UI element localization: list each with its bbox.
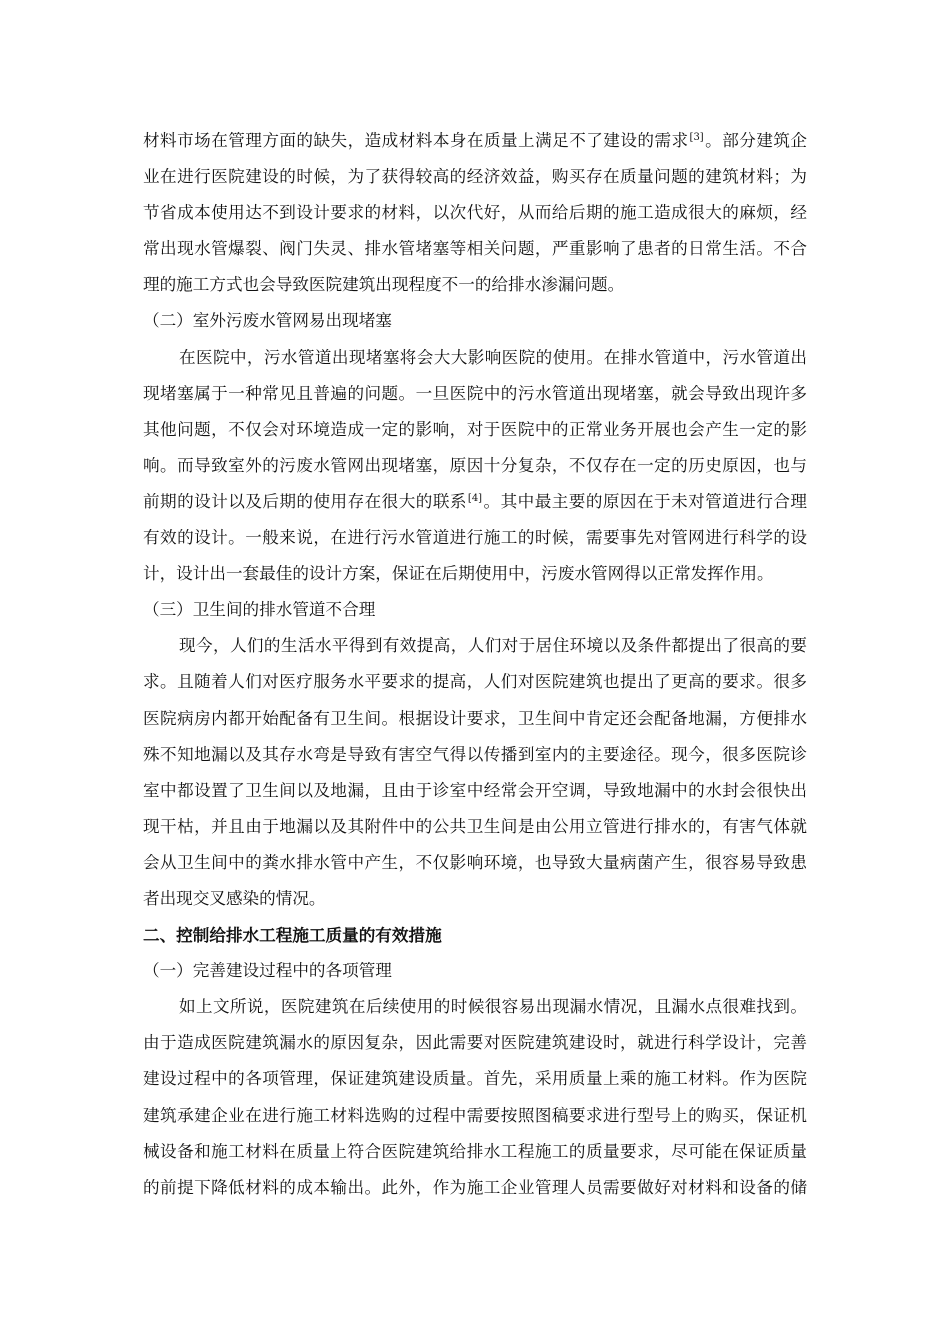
- body-line: 材料市场在管理方面的缺失，造成材料本身在质量上满足不了建设的需求[3]。部分建筑企: [143, 131, 807, 150]
- section-subheading: （一）完善建设过程中的各项管理: [143, 961, 392, 981]
- body-line: 会从卫生间中的粪水排水管中产生，不仅影响环境，也导致大量病菌产生，很容易导致患: [143, 852, 807, 872]
- paragraph-first-line: 现今，人们的生活水平得到有效提高，人们对于居住环境以及条件都提出了很高的要: [179, 636, 807, 656]
- body-line: 医院病房内都开始配备有卫生间。根据设计要求，卫生间中肯定还会配备地漏，方便排水: [143, 708, 807, 728]
- body-line: 的前提下降低材料的成本输出。此外，作为施工企业管理人员需要做好对材料和设备的储: [143, 1177, 807, 1197]
- paragraph-first-line: 如上文所说，医院建筑在后续使用的时候很容易出现漏水情况，且漏水点很难找到。: [179, 997, 807, 1017]
- body-line: 者出现交叉感染的情况。: [143, 888, 326, 908]
- body-line: 其他问题，不仅会对环境造成一定的影响，对于医院中的正常业务开展也会产生一定的影: [143, 419, 807, 439]
- body-line: 建设过程中的各项管理，保证建筑建设质量。首先，采用质量上乘的施工材料。作为医院: [143, 1069, 807, 1089]
- citation-ref: [3]: [689, 132, 704, 143]
- body-line: 常出现水管爆裂、阀门失灵、排水管堵塞等相关问题，严重影响了患者的日常生活。不合: [143, 239, 807, 259]
- citation-ref: [4]: [467, 492, 483, 504]
- body-line: 室中都设置了卫生间以及地漏，且由于诊室中经常会开空调，导致地漏中的水封会很快出: [143, 780, 807, 800]
- body-line: 械设备和施工材料在质量上符合医院建筑给排水工程施工的质量要求，尽可能在保证质量: [143, 1141, 807, 1161]
- body-line: 由于造成医院建筑漏水的原因复杂，因此需要对医院建筑建设时，就进行科学设计，完善: [143, 1033, 807, 1053]
- paragraph-first-line: 在医院中，污水管道出现堵塞将会大大影响医院的使用。在排水管道中，污水管道出: [179, 347, 807, 367]
- body-line: 理的施工方式也会导致医院建筑出现程度不一的给排水渗漏问题。: [143, 275, 625, 295]
- section-subheading: （三）卫生间的排水管道不合理: [143, 600, 376, 620]
- body-line: 前期的设计以及后期的使用存在很大的联系[4]。其中最主要的原因在于未对管道进行合理: [143, 491, 807, 511]
- body-line: 殊不知地漏以及其存水弯是导致有害空气得以传播到室内的主要途径。现今，很多医院诊: [143, 744, 807, 764]
- body-line: 有效的设计。一般来说，在进行污水管道进行施工的时候，需要事先对管网进行科学的设: [143, 528, 807, 548]
- body-line: 节省成本使用达不到设计要求的材料，以次代好，从而给后期的施工造成很大的麻烦，经: [143, 203, 807, 223]
- document-page: [143, 123, 807, 1206]
- section-heading: 二、控制给排水工程施工质量的有效措施: [143, 925, 442, 946]
- body-line: 业在进行医院建设的时候，为了获得较高的经济效益，购买存在质量问题的建筑材料；为: [143, 167, 807, 187]
- section-subheading: （二）室外污废水管网易出现堵塞: [143, 311, 392, 331]
- body-line: 求。且随着人们对医疗服务水平要求的提高，人们对医院建筑也提出了更高的要求。很多: [143, 672, 807, 692]
- body-line: 现堵塞属于一种常见且普遍的问题。一旦医院中的污水管道出现堵塞，就会导致出现许多: [143, 383, 807, 403]
- body-line: 建筑承建企业在进行施工材料选购的过程中需要按照图稿要求进行型号上的购买，保证机: [143, 1105, 807, 1125]
- body-line: 计，设计出一套最佳的设计方案，保证在后期使用中，污废水管网得以正常发挥作用。: [143, 564, 774, 584]
- body-line: 现干枯，并且由于地漏以及其附件中的公共卫生间是由公用立管进行排水的，有害气体就: [143, 816, 807, 836]
- body-line: 响。而导致室外的污废水管网出现堵塞，原因十分复杂，不仅存在一定的历史原因，也与: [143, 455, 807, 475]
